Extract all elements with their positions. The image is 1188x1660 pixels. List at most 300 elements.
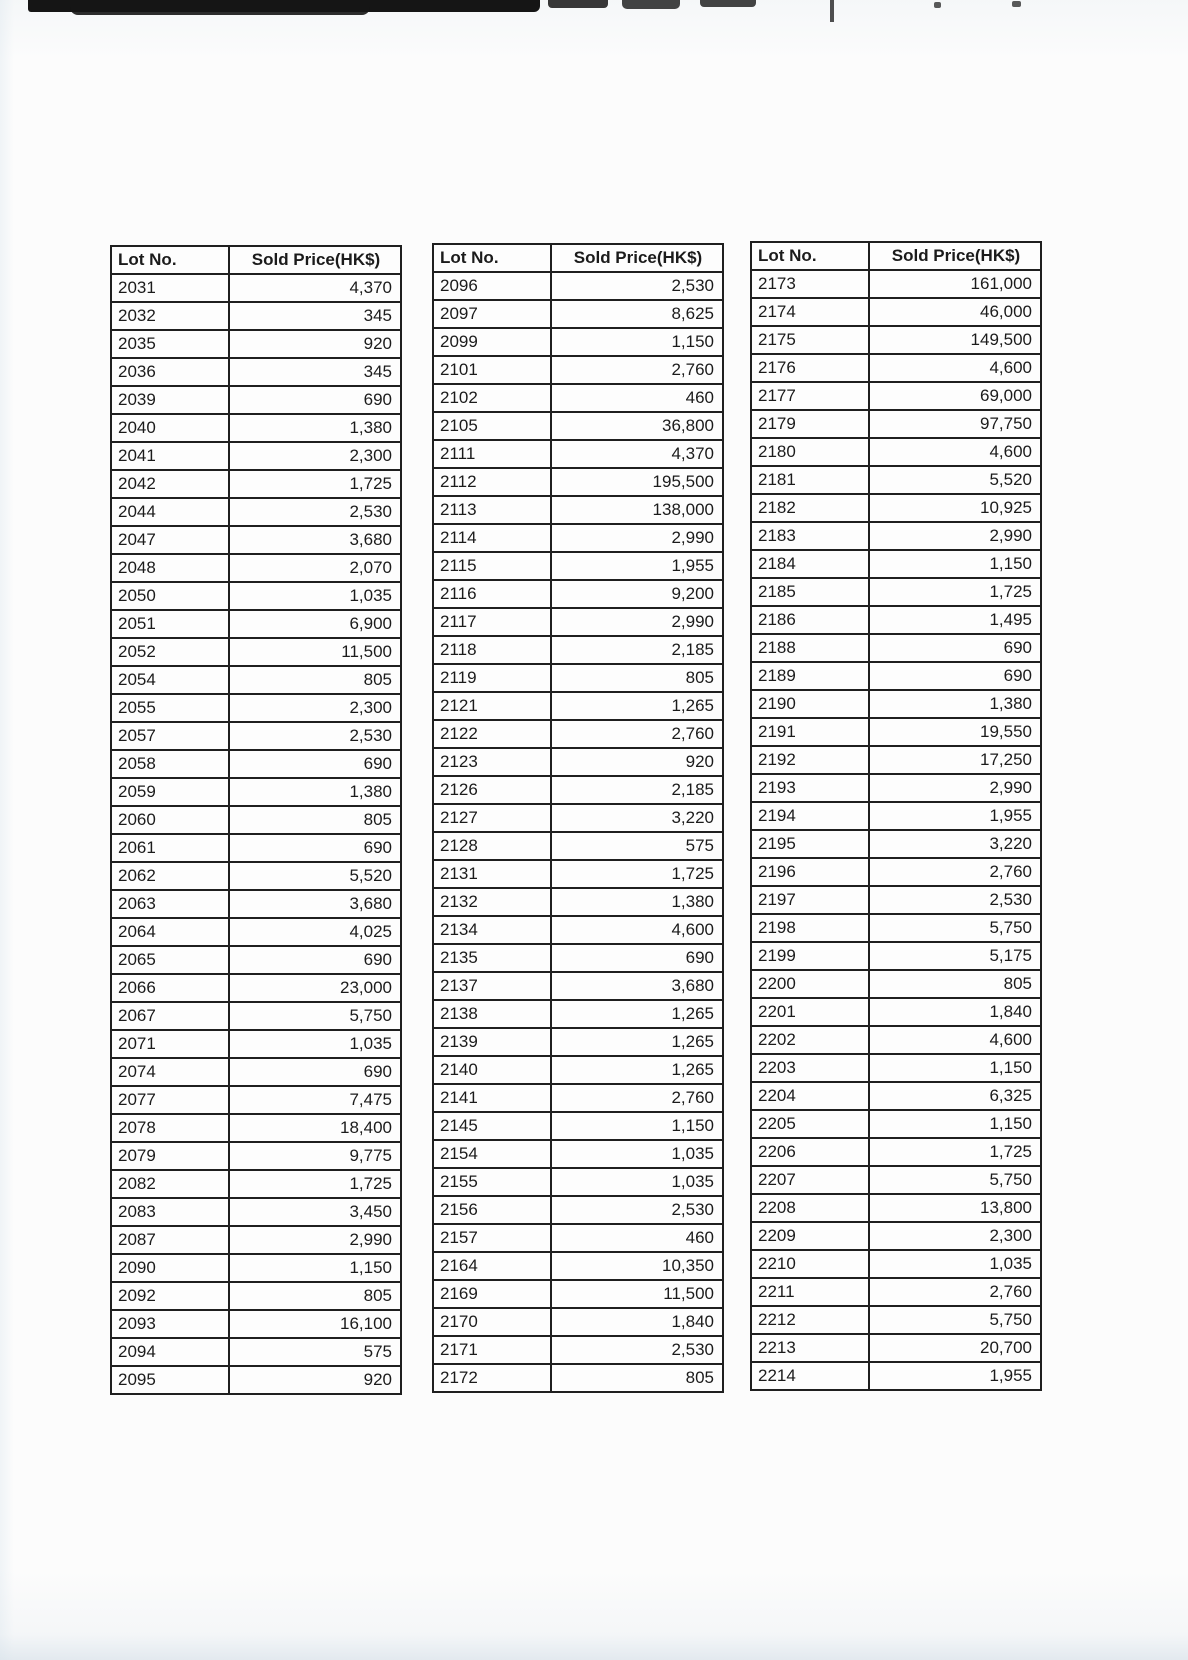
lot-number-cell: 2207 bbox=[751, 1166, 869, 1194]
table-row bbox=[751, 1138, 1041, 1166]
lot-number-cell: 2141 bbox=[433, 1084, 551, 1112]
lot-number-cell: 2095 bbox=[111, 1366, 229, 1394]
sold-price-cell: 1,495 bbox=[869, 606, 1041, 634]
table-row bbox=[433, 1252, 723, 1280]
table-row bbox=[751, 410, 1041, 438]
sold-price-cell: 805 bbox=[869, 970, 1041, 998]
sold-price-cell: 1,955 bbox=[869, 802, 1041, 830]
sold-price-cell: 1,150 bbox=[551, 1112, 723, 1140]
sold-price-cell: 345 bbox=[229, 302, 401, 330]
sold-price-cell: 1,840 bbox=[551, 1308, 723, 1336]
scan-edge-artifact bbox=[700, 0, 756, 7]
sold-price-cell: 575 bbox=[551, 832, 723, 860]
sold-price-cell: 5,750 bbox=[869, 914, 1041, 942]
lot-number-cell: 2200 bbox=[751, 970, 869, 998]
sold-price-cell: 1,955 bbox=[551, 552, 723, 580]
table-row bbox=[433, 272, 723, 300]
lot-number-cell: 2094 bbox=[111, 1338, 229, 1366]
sold-price-cell: 4,370 bbox=[229, 274, 401, 302]
sold-price-cell: 3,220 bbox=[551, 804, 723, 832]
sold-price-cell: 920 bbox=[551, 748, 723, 776]
table-row bbox=[433, 804, 723, 832]
sold-price-cell: 161,000 bbox=[869, 270, 1041, 298]
sold-price-cell: 805 bbox=[551, 1364, 723, 1392]
sold-price-cell: 2,760 bbox=[551, 1084, 723, 1112]
table-row bbox=[751, 382, 1041, 410]
column-header-sold-price: Sold Price(HK$) bbox=[229, 246, 401, 274]
table-row bbox=[751, 270, 1041, 298]
lot-number-cell: 2201 bbox=[751, 998, 869, 1026]
sold-price-cell: 3,680 bbox=[229, 526, 401, 554]
table-row bbox=[433, 748, 723, 776]
sold-price-cell: 575 bbox=[229, 1338, 401, 1366]
sold-price-cell: 1,725 bbox=[869, 578, 1041, 606]
table-row bbox=[751, 914, 1041, 942]
lot-number-cell: 2058 bbox=[111, 750, 229, 778]
sold-price-cell: 13,800 bbox=[869, 1194, 1041, 1222]
sold-price-cell: 2,185 bbox=[551, 776, 723, 804]
sold-price-cell: 11,500 bbox=[229, 638, 401, 666]
lot-number-cell: 2067 bbox=[111, 1002, 229, 1030]
table-row bbox=[111, 750, 401, 778]
sold-price-cell: 2,300 bbox=[229, 694, 401, 722]
table-row bbox=[751, 522, 1041, 550]
sold-price-cell: 1,725 bbox=[229, 470, 401, 498]
lot-number-cell: 2186 bbox=[751, 606, 869, 634]
lot-number-cell: 2059 bbox=[111, 778, 229, 806]
table-row bbox=[111, 1002, 401, 1030]
sold-price-cell: 149,500 bbox=[869, 326, 1041, 354]
sold-price-cell: 6,325 bbox=[869, 1082, 1041, 1110]
table-row bbox=[111, 834, 401, 862]
lot-number-cell: 2074 bbox=[111, 1058, 229, 1086]
lot-number-cell: 2174 bbox=[751, 298, 869, 326]
sold-price-cell: 2,990 bbox=[869, 774, 1041, 802]
sold-price-cell: 2,530 bbox=[551, 272, 723, 300]
table-row bbox=[111, 1030, 401, 1058]
table-row bbox=[433, 860, 723, 888]
lot-number-cell: 2031 bbox=[111, 274, 229, 302]
table-row bbox=[111, 1058, 401, 1086]
lot-number-cell: 2113 bbox=[433, 496, 551, 524]
sold-price-cell: 1,725 bbox=[869, 1138, 1041, 1166]
table-row bbox=[111, 302, 401, 330]
lot-number-cell: 2101 bbox=[433, 356, 551, 384]
lot-number-cell: 2183 bbox=[751, 522, 869, 550]
lot-number-cell: 2061 bbox=[111, 834, 229, 862]
sold-price-cell: 2,990 bbox=[869, 522, 1041, 550]
table-row bbox=[751, 858, 1041, 886]
table-row bbox=[111, 806, 401, 834]
lot-number-cell: 2042 bbox=[111, 470, 229, 498]
table-row bbox=[433, 524, 723, 552]
sold-price-cell: 1,840 bbox=[869, 998, 1041, 1026]
sold-price-cell: 1,380 bbox=[229, 778, 401, 806]
table-row bbox=[433, 1364, 723, 1392]
sold-price-cell: 690 bbox=[869, 634, 1041, 662]
lot-number-cell: 2176 bbox=[751, 354, 869, 382]
table-row bbox=[751, 690, 1041, 718]
lot-number-cell: 2055 bbox=[111, 694, 229, 722]
table-row bbox=[433, 1336, 723, 1364]
sold-price-cell: 1,265 bbox=[551, 1056, 723, 1084]
lot-number-cell: 2135 bbox=[433, 944, 551, 972]
sold-price-cell: 460 bbox=[551, 384, 723, 412]
lot-number-cell: 2039 bbox=[111, 386, 229, 414]
table-row bbox=[433, 1224, 723, 1252]
table-body bbox=[111, 274, 401, 1394]
table-row bbox=[751, 1222, 1041, 1250]
table-header bbox=[433, 244, 723, 272]
table-row bbox=[433, 1028, 723, 1056]
sold-price-cell: 2,300 bbox=[869, 1222, 1041, 1250]
lot-number-cell: 2047 bbox=[111, 526, 229, 554]
lot-number-cell: 2173 bbox=[751, 270, 869, 298]
table-row bbox=[111, 1226, 401, 1254]
scan-edge-artifact bbox=[548, 0, 608, 8]
table-header bbox=[111, 246, 401, 274]
lot-number-cell: 2192 bbox=[751, 746, 869, 774]
table-row bbox=[751, 1194, 1041, 1222]
sold-price-cell: 805 bbox=[229, 806, 401, 834]
column-header-lot-no: Lot No. bbox=[111, 246, 229, 274]
sold-price-cell: 690 bbox=[229, 946, 401, 974]
table-row bbox=[433, 1056, 723, 1084]
scan-edge-artifact bbox=[70, 0, 370, 15]
sold-price-cell: 1,265 bbox=[551, 1000, 723, 1028]
lot-number-cell: 2190 bbox=[751, 690, 869, 718]
table-row bbox=[433, 1196, 723, 1224]
table-header-row bbox=[433, 244, 723, 272]
table-row bbox=[111, 526, 401, 554]
lot-number-cell: 2048 bbox=[111, 554, 229, 582]
lot-number-cell: 2194 bbox=[751, 802, 869, 830]
lot-number-cell: 2206 bbox=[751, 1138, 869, 1166]
sold-price-cell: 1,150 bbox=[869, 1054, 1041, 1082]
lot-number-cell: 2198 bbox=[751, 914, 869, 942]
table-row bbox=[751, 466, 1041, 494]
sold-price-cell: 9,775 bbox=[229, 1142, 401, 1170]
lot-number-cell: 2112 bbox=[433, 468, 551, 496]
lot-number-cell: 2193 bbox=[751, 774, 869, 802]
lot-number-cell: 2079 bbox=[111, 1142, 229, 1170]
table-row bbox=[751, 942, 1041, 970]
table-row bbox=[433, 356, 723, 384]
lot-number-cell: 2063 bbox=[111, 890, 229, 918]
table-row bbox=[433, 1280, 723, 1308]
sold-price-cell: 1,035 bbox=[869, 1250, 1041, 1278]
lot-number-cell: 2139 bbox=[433, 1028, 551, 1056]
lot-number-cell: 2185 bbox=[751, 578, 869, 606]
lot-number-cell: 2204 bbox=[751, 1082, 869, 1110]
table-row bbox=[433, 972, 723, 1000]
scan-edge-artifact bbox=[622, 0, 680, 9]
lot-number-cell: 2199 bbox=[751, 942, 869, 970]
sold-price-cell: 195,500 bbox=[551, 468, 723, 496]
lot-number-cell: 2060 bbox=[111, 806, 229, 834]
table-row bbox=[751, 1334, 1041, 1362]
lot-number-cell: 2093 bbox=[111, 1310, 229, 1338]
lot-number-cell: 2175 bbox=[751, 326, 869, 354]
table-row bbox=[751, 326, 1041, 354]
table-row bbox=[111, 722, 401, 750]
sold-price-cell: 1,725 bbox=[551, 860, 723, 888]
table-row bbox=[111, 1310, 401, 1338]
table-row bbox=[751, 802, 1041, 830]
table-row bbox=[111, 1114, 401, 1142]
sold-price-cell: 920 bbox=[229, 330, 401, 358]
lot-number-cell: 2181 bbox=[751, 466, 869, 494]
lot-number-cell: 2097 bbox=[433, 300, 551, 328]
table-row bbox=[111, 498, 401, 526]
sold-price-cell: 1,265 bbox=[551, 1028, 723, 1056]
sold-price-cell: 97,750 bbox=[869, 410, 1041, 438]
lot-number-cell: 2071 bbox=[111, 1030, 229, 1058]
sold-price-cell: 2,530 bbox=[229, 498, 401, 526]
table-row bbox=[751, 438, 1041, 466]
sold-price-cell: 10,925 bbox=[869, 494, 1041, 522]
lot-number-cell: 2096 bbox=[433, 272, 551, 300]
sold-price-cell: 2,185 bbox=[551, 636, 723, 664]
table-row bbox=[111, 778, 401, 806]
sold-price-cell: 2,760 bbox=[551, 356, 723, 384]
sold-price-cell: 23,000 bbox=[229, 974, 401, 1002]
table-row bbox=[751, 1082, 1041, 1110]
lot-number-cell: 2140 bbox=[433, 1056, 551, 1084]
sold-price-cell: 2,300 bbox=[229, 442, 401, 470]
table-header-row bbox=[751, 242, 1041, 270]
lot-number-cell: 2050 bbox=[111, 582, 229, 610]
sold-price-cell: 1,265 bbox=[551, 692, 723, 720]
lot-number-cell: 2177 bbox=[751, 382, 869, 410]
lot-number-cell: 2111 bbox=[433, 440, 551, 468]
lot-number-cell: 2164 bbox=[433, 1252, 551, 1280]
column-header-lot-no: Lot No. bbox=[433, 244, 551, 272]
sold-price-cell: 1,150 bbox=[869, 1110, 1041, 1138]
lot-number-cell: 2099 bbox=[433, 328, 551, 356]
table-row bbox=[751, 830, 1041, 858]
sold-price-cell: 1,150 bbox=[869, 550, 1041, 578]
sold-price-table-2 bbox=[432, 243, 724, 1393]
lot-number-cell: 2121 bbox=[433, 692, 551, 720]
lot-number-cell: 2035 bbox=[111, 330, 229, 358]
table-row bbox=[433, 916, 723, 944]
lot-number-cell: 2180 bbox=[751, 438, 869, 466]
lot-number-cell: 2172 bbox=[433, 1364, 551, 1392]
sold-price-cell: 1,380 bbox=[229, 414, 401, 442]
sold-price-cell: 138,000 bbox=[551, 496, 723, 524]
table-row bbox=[111, 582, 401, 610]
sold-price-cell: 2,530 bbox=[551, 1196, 723, 1224]
table-row bbox=[751, 1362, 1041, 1390]
lot-number-cell: 2036 bbox=[111, 358, 229, 386]
lot-number-cell: 2195 bbox=[751, 830, 869, 858]
sold-price-cell: 6,900 bbox=[229, 610, 401, 638]
table-row bbox=[751, 774, 1041, 802]
table-row bbox=[111, 1254, 401, 1282]
lot-number-cell: 2114 bbox=[433, 524, 551, 552]
lot-number-cell: 2078 bbox=[111, 1114, 229, 1142]
table-row bbox=[751, 718, 1041, 746]
table-row bbox=[433, 496, 723, 524]
sold-price-cell: 5,750 bbox=[869, 1166, 1041, 1194]
lot-number-cell: 2213 bbox=[751, 1334, 869, 1362]
lot-number-cell: 2188 bbox=[751, 634, 869, 662]
sold-price-cell: 4,600 bbox=[869, 438, 1041, 466]
lot-number-cell: 2062 bbox=[111, 862, 229, 890]
sold-price-cell: 5,750 bbox=[869, 1306, 1041, 1334]
table-row bbox=[751, 1250, 1041, 1278]
table-row bbox=[751, 354, 1041, 382]
table-body bbox=[751, 270, 1041, 1390]
table-row bbox=[433, 692, 723, 720]
lot-number-cell: 2169 bbox=[433, 1280, 551, 1308]
table-row bbox=[433, 1000, 723, 1028]
lot-number-cell: 2203 bbox=[751, 1054, 869, 1082]
sold-price-cell: 345 bbox=[229, 358, 401, 386]
lot-number-cell: 2040 bbox=[111, 414, 229, 442]
lot-number-cell: 2102 bbox=[433, 384, 551, 412]
table-row bbox=[111, 1170, 401, 1198]
sold-price-cell: 17,250 bbox=[869, 746, 1041, 774]
sold-price-table-3 bbox=[750, 241, 1042, 1391]
table-row bbox=[111, 1142, 401, 1170]
sold-price-cell: 1,035 bbox=[551, 1140, 723, 1168]
sold-price-cell: 920 bbox=[229, 1366, 401, 1394]
sold-price-cell: 690 bbox=[229, 750, 401, 778]
lot-number-cell: 2137 bbox=[433, 972, 551, 1000]
table-row bbox=[751, 550, 1041, 578]
table-row bbox=[433, 832, 723, 860]
table-row bbox=[111, 358, 401, 386]
lot-number-cell: 2138 bbox=[433, 1000, 551, 1028]
table-row bbox=[433, 440, 723, 468]
table-row bbox=[751, 298, 1041, 326]
sold-price-cell: 11,500 bbox=[551, 1280, 723, 1308]
sold-price-cell: 10,350 bbox=[551, 1252, 723, 1280]
sold-price-cell: 2,760 bbox=[869, 858, 1041, 886]
lot-number-cell: 2155 bbox=[433, 1168, 551, 1196]
table-row bbox=[433, 944, 723, 972]
sold-price-cell: 4,370 bbox=[551, 440, 723, 468]
table-row bbox=[111, 1338, 401, 1366]
table-row bbox=[111, 554, 401, 582]
lot-number-cell: 2202 bbox=[751, 1026, 869, 1054]
lot-number-cell: 2064 bbox=[111, 918, 229, 946]
lot-number-cell: 2208 bbox=[751, 1194, 869, 1222]
table-row bbox=[433, 664, 723, 692]
table-row bbox=[751, 970, 1041, 998]
sold-price-cell: 69,000 bbox=[869, 382, 1041, 410]
lot-number-cell: 2179 bbox=[751, 410, 869, 438]
sold-price-cell: 5,750 bbox=[229, 1002, 401, 1030]
lot-number-cell: 2170 bbox=[433, 1308, 551, 1336]
sold-price-cell: 19,550 bbox=[869, 718, 1041, 746]
table-row bbox=[751, 1110, 1041, 1138]
lot-number-cell: 2145 bbox=[433, 1112, 551, 1140]
sold-price-cell: 690 bbox=[551, 944, 723, 972]
table-row bbox=[751, 494, 1041, 522]
table-header bbox=[751, 242, 1041, 270]
lot-number-cell: 2041 bbox=[111, 442, 229, 470]
sold-price-cell: 18,400 bbox=[229, 1114, 401, 1142]
sold-price-cell: 4,025 bbox=[229, 918, 401, 946]
lot-number-cell: 2054 bbox=[111, 666, 229, 694]
lot-number-cell: 2182 bbox=[751, 494, 869, 522]
table-row bbox=[111, 638, 401, 666]
lot-number-cell: 2119 bbox=[433, 664, 551, 692]
sold-price-cell: 690 bbox=[869, 662, 1041, 690]
sold-price-cell: 4,600 bbox=[869, 354, 1041, 382]
lot-number-cell: 2132 bbox=[433, 888, 551, 916]
table-row bbox=[751, 886, 1041, 914]
lot-number-cell: 2032 bbox=[111, 302, 229, 330]
scan-edge-artifact bbox=[1012, 1, 1021, 7]
lot-number-cell: 2122 bbox=[433, 720, 551, 748]
sold-price-cell: 1,035 bbox=[229, 582, 401, 610]
sold-price-cell: 5,520 bbox=[229, 862, 401, 890]
table-row bbox=[111, 274, 401, 302]
table-row bbox=[433, 1168, 723, 1196]
table-row bbox=[751, 1306, 1041, 1334]
table-row bbox=[433, 468, 723, 496]
table-row bbox=[111, 1366, 401, 1394]
table-row bbox=[111, 666, 401, 694]
table-row bbox=[433, 1308, 723, 1336]
lot-number-cell: 2210 bbox=[751, 1250, 869, 1278]
lot-number-cell: 2189 bbox=[751, 662, 869, 690]
table-row bbox=[751, 1054, 1041, 1082]
sold-price-cell: 16,100 bbox=[229, 1310, 401, 1338]
sold-price-cell: 1,150 bbox=[229, 1254, 401, 1282]
lot-number-cell: 2131 bbox=[433, 860, 551, 888]
lot-number-cell: 2087 bbox=[111, 1226, 229, 1254]
table-row bbox=[433, 776, 723, 804]
table-row bbox=[751, 1026, 1041, 1054]
lot-number-cell: 2105 bbox=[433, 412, 551, 440]
table-body bbox=[433, 272, 723, 1392]
lot-number-cell: 2184 bbox=[751, 550, 869, 578]
lot-number-cell: 2077 bbox=[111, 1086, 229, 1114]
lot-number-cell: 2127 bbox=[433, 804, 551, 832]
sold-price-cell: 3,220 bbox=[869, 830, 1041, 858]
lot-number-cell: 2115 bbox=[433, 552, 551, 580]
sold-price-cell: 4,600 bbox=[869, 1026, 1041, 1054]
lot-number-cell: 2191 bbox=[751, 718, 869, 746]
table-row bbox=[111, 414, 401, 442]
sold-price-cell: 1,380 bbox=[551, 888, 723, 916]
table-row bbox=[751, 578, 1041, 606]
table-row bbox=[433, 1140, 723, 1168]
lot-number-cell: 2083 bbox=[111, 1198, 229, 1226]
table-row bbox=[111, 890, 401, 918]
lot-number-cell: 2211 bbox=[751, 1278, 869, 1306]
lot-number-cell: 2057 bbox=[111, 722, 229, 750]
lot-number-cell: 2082 bbox=[111, 1170, 229, 1198]
sold-price-cell: 1,035 bbox=[551, 1168, 723, 1196]
table-row bbox=[111, 1198, 401, 1226]
lot-number-cell: 2196 bbox=[751, 858, 869, 886]
sold-price-cell: 2,760 bbox=[551, 720, 723, 748]
sold-price-cell: 2,990 bbox=[551, 524, 723, 552]
sold-price-cell: 1,725 bbox=[229, 1170, 401, 1198]
table-row bbox=[111, 386, 401, 414]
sold-price-cell: 2,990 bbox=[551, 608, 723, 636]
table-row bbox=[433, 1112, 723, 1140]
column-header-sold-price: Sold Price(HK$) bbox=[551, 244, 723, 272]
sold-price-cell: 5,175 bbox=[869, 942, 1041, 970]
table-row bbox=[111, 610, 401, 638]
